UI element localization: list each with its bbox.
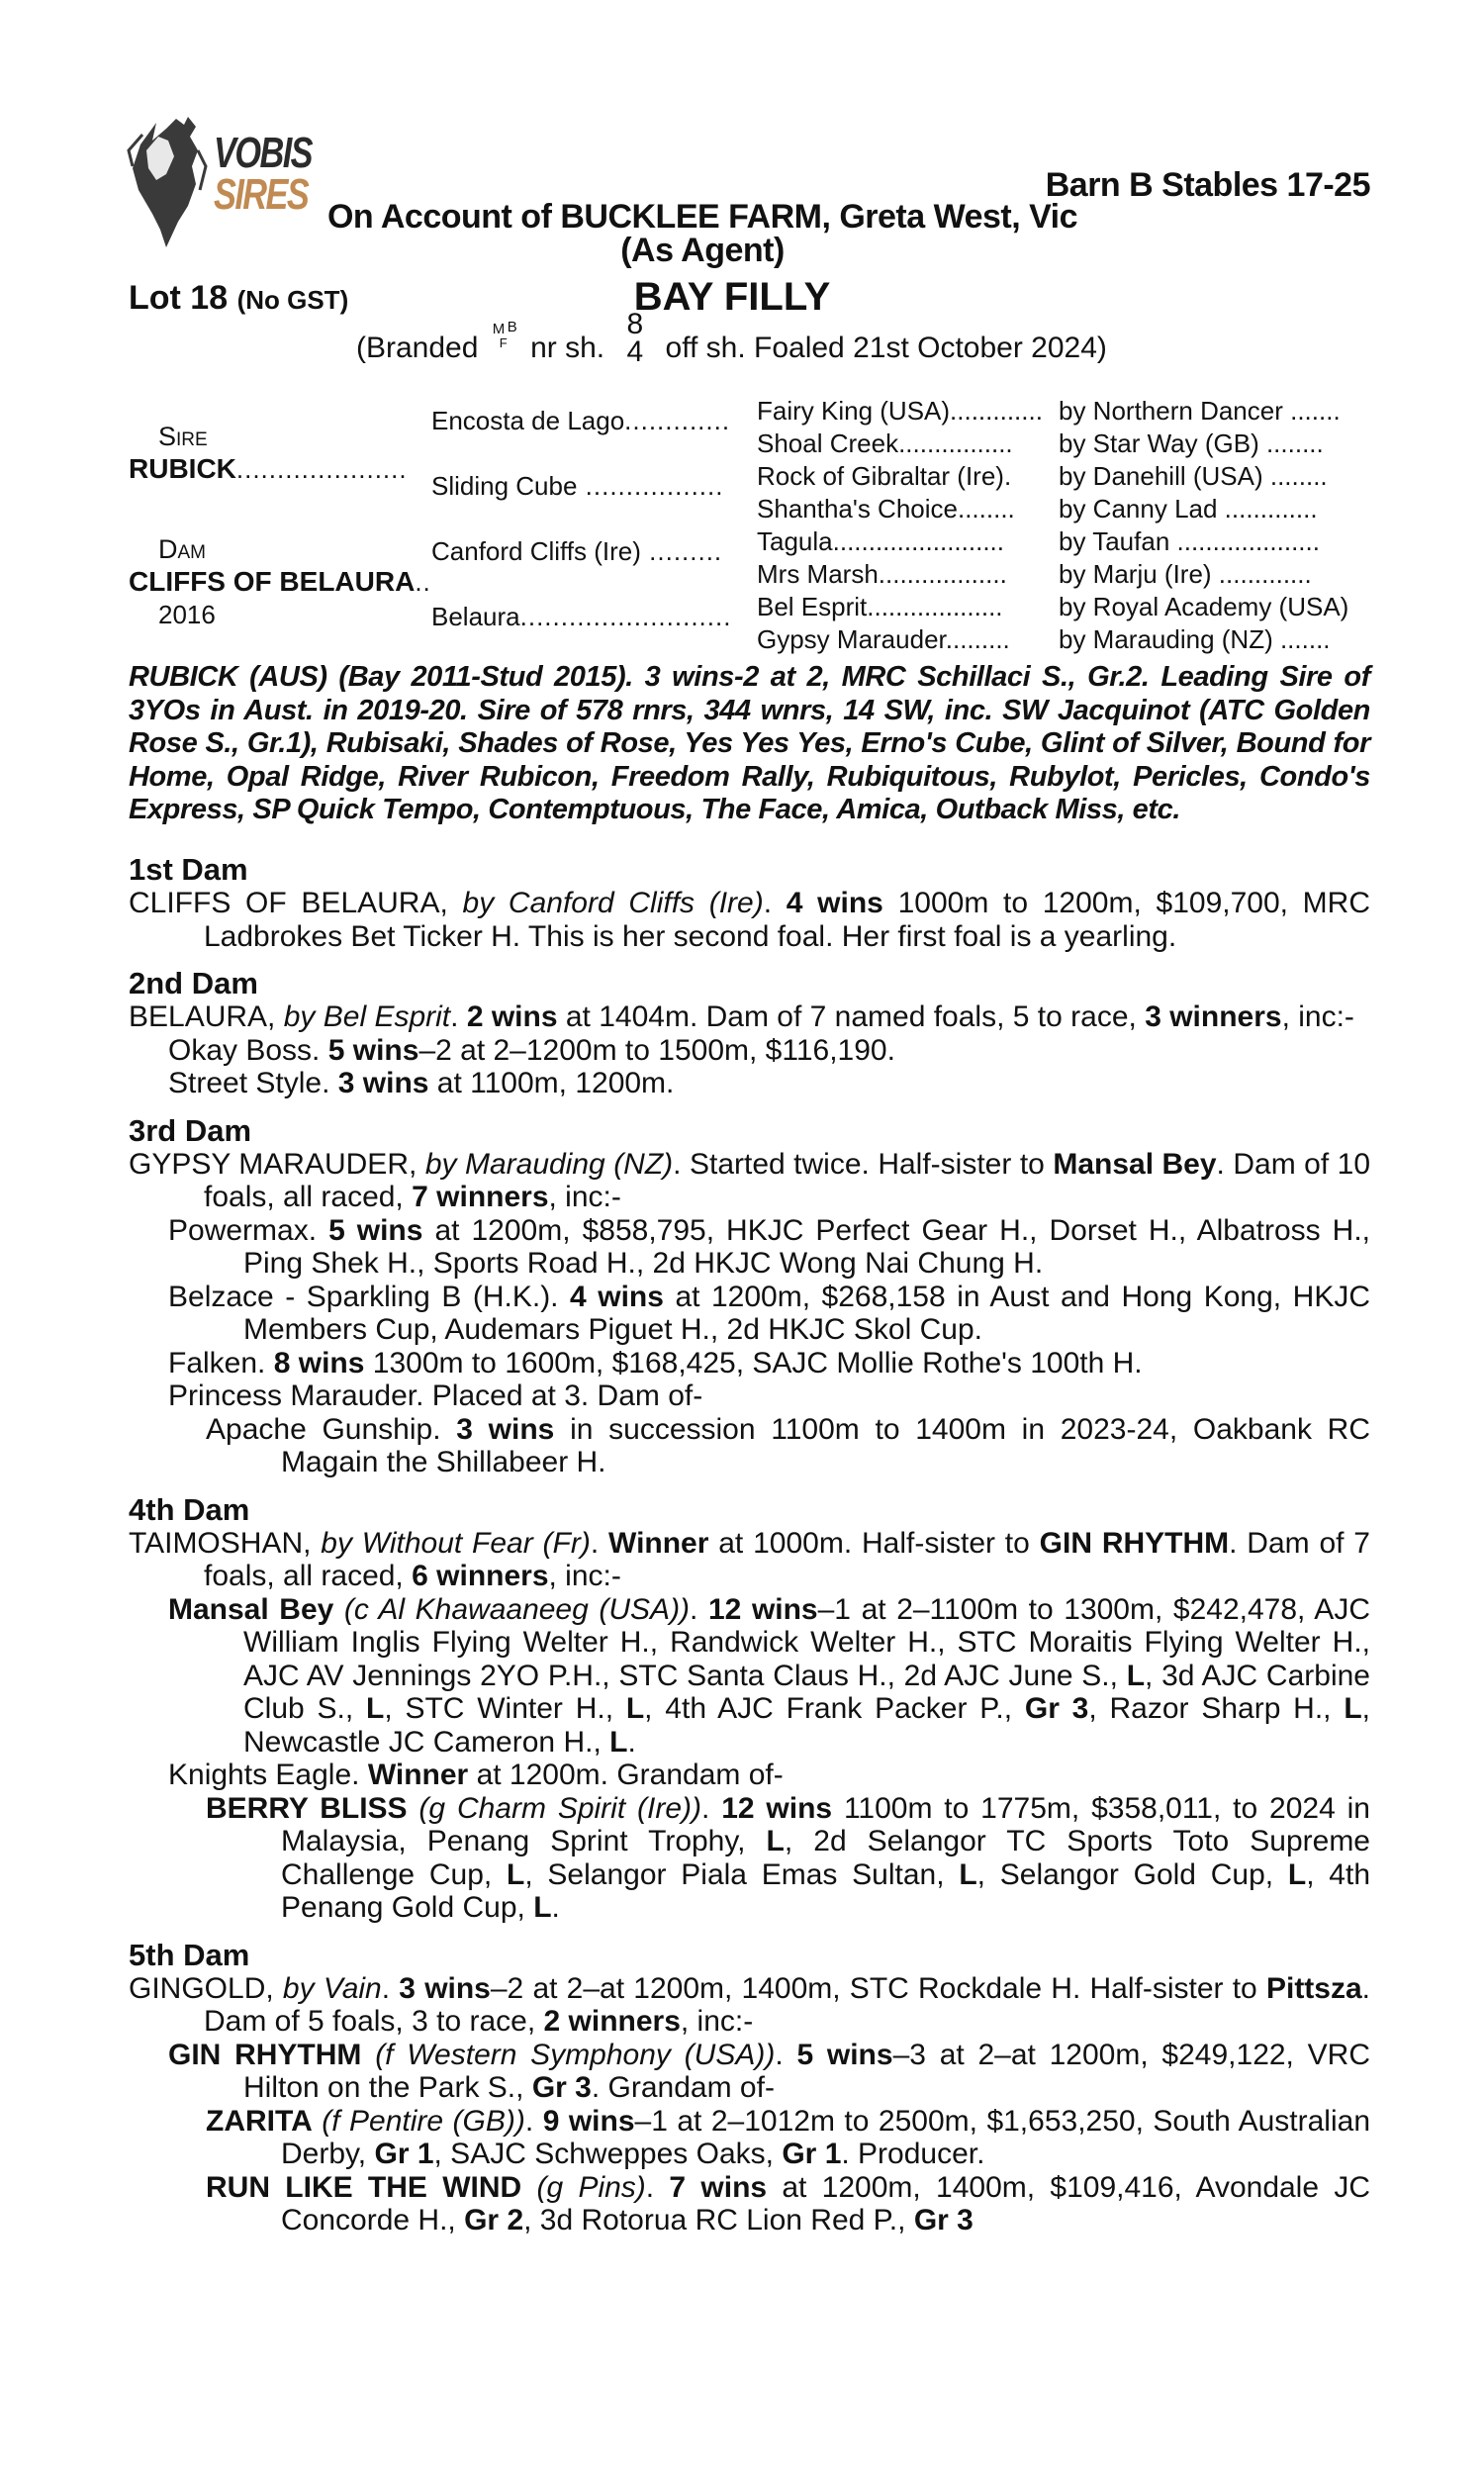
progeny-details: –1 at 2–1012m to 2500m, $1,653,250, South Australian Derby,	[281, 2104, 1371, 2170]
great-grandparent-sire: by Star Way (GB) ........	[1059, 428, 1324, 458]
progeny-name: Okay Boss.	[168, 1033, 321, 1067]
progeny-wins: 9 wins	[542, 2104, 635, 2138]
group-badge: Gr 1	[374, 2138, 434, 2170]
grandparent-3: Canford Cliffs (Ire) .........	[431, 536, 723, 566]
listed-badge: L	[766, 1825, 785, 1857]
progeny-name: Powermax.	[168, 1213, 318, 1247]
progeny-details: –2 at 2–1200m to 1500m, $116,190.	[418, 1033, 895, 1067]
progeny-entry	[129, 1067, 1370, 1100]
dam-details-end: , inc:-	[1281, 1000, 1354, 1033]
great-grandparent: Fairy King (USA).............	[757, 396, 1043, 426]
dam-name: CLIFFS OF BELAURA,	[129, 887, 448, 919]
progeny-entry	[129, 1214, 1370, 1281]
progeny-name: Princess Marauder. Placed at 3. Dam of-	[168, 1380, 703, 1412]
progeny-sire: (c Al Khawaaneeg (USA))	[343, 1592, 691, 1626]
progeny-details: , Selangor Piala Emas Sultan,	[524, 1857, 945, 1891]
progeny-wins: 5 wins	[327, 1033, 419, 1067]
grandparent-1: Encosta de Lago.............	[431, 406, 731, 435]
dam-winners: 2 winners	[543, 2005, 681, 2038]
progeny-details: at 1200m, 1400m, $109,416, Avondale JC Concorde H.,	[281, 2170, 1370, 2236]
progeny-name: BERRY BLISS	[206, 1791, 408, 1825]
progeny-name: GIN RHYTHM	[168, 2038, 362, 2071]
second-dam-entry: BELAURA, by Bel Esprit. 2 wins at 1404m. Dam of 7 named foals, 5 to race, 3 winners, inc:-	[129, 1000, 1354, 1033]
progeny-details: . Producer.	[841, 2138, 985, 2170]
progeny-details-end: .	[551, 1891, 560, 1924]
progeny-name: Apache Gunship.	[206, 1412, 441, 1446]
progeny-name: Mansal Bey	[168, 1592, 334, 1626]
title-text: BAY FILLY	[633, 275, 831, 319]
listed-badge: L	[1344, 1692, 1362, 1725]
dam-details: . Dam of 7 foals, all raced,	[204, 1526, 1370, 1592]
great-grandparent: Rock of Gibraltar (Ire).	[757, 461, 1012, 491]
sire-name-text: RUBICK	[129, 453, 236, 484]
brand-number-top: 8	[626, 308, 644, 340]
progeny-details: 1300m to 1600m, $168,425, SAJC Mollie Rothe's 100th H.	[372, 1346, 1143, 1380]
great-grandparent-sire: by Taufan ....................	[1059, 526, 1320, 556]
progeny-details: , 2d Selangor TC Sports Toto Supreme Challenge Cup,	[281, 1825, 1370, 1891]
progeny-details: . Grandam of-	[591, 2071, 775, 2104]
listed-badge: L	[507, 1857, 525, 1891]
dam-wins: 3 wins	[399, 1971, 491, 2005]
branded-prefix: (Branded	[356, 331, 479, 364]
fourth-dam-heading: 4th Dam	[129, 1491, 250, 1527]
sire-name: RUBICK.....................	[129, 453, 408, 484]
great-grandparent: Bel Esprit...................	[757, 592, 1003, 621]
logo-line-sires: SIRES	[214, 170, 309, 219]
vendor-text: On Account of BUCKLEE FARM, Greta West, Vic	[326, 198, 1078, 236]
progeny-details: at 1200m, $268,158 in Aust and Hong Kong, HKJC Members Cup, Audemars Piguet H., 2d HKJC Skol Cup.	[243, 1280, 1370, 1346]
great-grandparent-sire: by Danehill (USA) ........	[1059, 461, 1328, 491]
progeny-sire: (g Charm Spirit (Ire))	[418, 1791, 701, 1825]
progeny-wins: 4 wins	[570, 1280, 664, 1313]
progeny-name: RUN LIKE THE WIND	[206, 2170, 522, 2204]
progeny-entry-gin-rhythm: GIN RHYTHM (f Western Symphony (USA)). 5 wins–3 at 2–at 1200m, $249,122, VRC Hilton on the Park S., Gr 3. Grandam of-	[168, 2038, 1370, 2104]
dam-sire: by Marauding (NZ)	[424, 1147, 674, 1181]
great-grandparent: Tagula........................	[757, 526, 1004, 556]
group-badge: Gr 1	[782, 2138, 842, 2170]
dam-wins: 2 wins	[466, 1000, 558, 1033]
dam-details-end: , inc:-	[680, 2005, 754, 2038]
listed-badge: L	[1287, 1857, 1307, 1891]
dam-details: –2 at 2–at 1200m, 1400m, STC Rockdale H. Half-sister to	[490, 1971, 1257, 2005]
branded-mid: nr sh.	[530, 331, 605, 364]
progeny-entry	[129, 1347, 1370, 1380]
progeny-wins: 5 wins	[796, 2038, 893, 2071]
great-grandparent: Shoal Creek................	[757, 428, 1013, 458]
listed-badge: L	[533, 1891, 552, 1924]
lot-title	[0, 275, 1484, 320]
dam-wins: 4 wins	[786, 887, 883, 919]
sire-summary: RUBICK (AUS) (Bay 2011-Stud 2015). 3 wins-2 at 2, MRC Schillaci S., Gr.2. Leading Sire of 3YOs in Aust. in 2019-20. Sire of 578 rnrs, 344 wnrs, 14 SW, inc. SW Jacquinot (ATC Golden Rose S., Gr.1), Rubisaki, Shades of Rose, Yes Yes Yes, Erno's Cube, Glint of Silver, Bound for Home, Opal Ridge, River Rubicon, Freedom Rally, Rubiquitous, Rubylot, Pericles, Condo's Express, SP Quick Tempo, Contemptuous, The Face, Amica, Outback Miss, etc.	[129, 661, 1370, 825]
branding-line	[356, 308, 1107, 372]
progeny-details: –3 at 2–at 1200m, $249,122, VRC Hilton on the Park S.,	[243, 2038, 1370, 2104]
progeny-entry	[129, 1380, 1370, 1413]
listed-badge: L	[609, 1725, 628, 1759]
progeny-name: Falken.	[168, 1346, 266, 1380]
grandparent-4: Belaura..........................	[431, 602, 732, 631]
progeny-details: 1100m to 1775m, $358,011, to 2024 in Malaysia, Penang Sprint Trophy,	[281, 1791, 1370, 1857]
progeny-details: in succession 1100m to 1400m in 2023-24, Oakbank RC Magain the Shillabeer H.	[281, 1412, 1370, 1478]
dam-winners: 7 winners	[412, 1181, 549, 1213]
dam-details: at 1000m. Half-sister to	[718, 1526, 1030, 1560]
progeny-name: Knights Eagle.	[168, 1759, 360, 1791]
progeny-entry	[129, 1034, 1370, 1068]
dam-label: Dam	[158, 534, 206, 564]
brand-number	[626, 308, 644, 368]
half-sister-to: GIN RHYTHM	[1039, 1526, 1230, 1560]
progeny-sire: (f Western Symphony (USA))	[375, 2038, 776, 2071]
grand-progeny-entry	[129, 1413, 1370, 1479]
second-dam-heading: 2nd Dam	[129, 966, 258, 1000]
progeny-name: Street Style.	[168, 1067, 330, 1099]
progeny-name: ZARITA	[206, 2104, 313, 2138]
great-grandparent: Shantha's Choice........	[757, 494, 1015, 523]
great-grandparent: Mrs Marsh..................	[757, 559, 1007, 589]
listed-badge: L	[625, 1692, 645, 1725]
listed-badge: L	[365, 1692, 385, 1725]
grandparent-name: Sliding Cube	[431, 471, 578, 501]
barn-location: Barn B Stables 17-25	[1045, 166, 1370, 204]
fourth-dam-entry: TAIMOSHAN, by Without Fear (Fr). Winner at 1000m. Half-sister to GIN RHYTHM. Dam of 7 foals, all raced, 6 winners, inc:-	[129, 1526, 1370, 1592]
dam-name: CLIFFS OF BELAURA..	[129, 566, 431, 597]
brand-letter-m: M	[492, 321, 506, 337]
gst-note: (No GST)	[236, 285, 349, 315]
progeny-wins: 12 wins	[721, 1791, 833, 1825]
sire-label: Sire	[158, 422, 208, 451]
half-sister-to: Mansal Bey	[1053, 1147, 1217, 1181]
progeny-details: , 3d Rotorua RC Lion Red P.,	[523, 2204, 906, 2236]
progeny-wins: 3 wins	[337, 1067, 429, 1099]
first-dam-heading: 1st Dam	[129, 852, 248, 887]
listed-badge: L	[1126, 1659, 1146, 1692]
logo-line-vobis: VOBIS	[214, 129, 312, 177]
group-badge: Gr 3	[913, 2204, 974, 2236]
group-badge: Gr 3	[531, 2071, 592, 2104]
great-grandparent-sire: by Marauding (NZ) .......	[1059, 624, 1331, 654]
great-grandparent: Gypsy Marauder.........	[757, 624, 1010, 654]
dam-sire: by Without Fear (Fr)	[321, 1526, 591, 1560]
progeny-wins: 5 wins	[328, 1213, 423, 1247]
progeny-details: , 4th AJC Frank Packer P.,	[644, 1692, 1013, 1725]
progeny-details-end: .	[627, 1725, 636, 1759]
group-badge: Gr 2	[464, 2204, 524, 2236]
dam-winner: Winner	[608, 1526, 709, 1560]
dam-sire: by Bel Esprit	[283, 1000, 451, 1033]
dam-sire: by Canford Cliffs (Ire)	[462, 887, 764, 919]
progeny-name: Belzace - Sparkling B (H.K.).	[168, 1280, 559, 1313]
group-badge: Gr 3	[1024, 1692, 1089, 1725]
great-grandparent-sire: by Marju (Ire) .............	[1059, 559, 1312, 589]
dam-name-text: CLIFFS OF BELAURA	[129, 566, 416, 597]
progeny-winner: Winner	[367, 1759, 469, 1791]
half-sister-to: Pittsza	[1265, 1971, 1362, 2005]
grandparent-name: Belaura	[431, 602, 520, 631]
grand-progeny-entry-berry-bliss: BERRY BLISS (g Charm Spirit (Ire)). 12 wins 1100m to 1775m, $358,011, to 2024 in Malaysia, Penang Sprint Trophy, L, 2d Selangor TC Sports Toto Supreme Challenge Cup, L, Selangor Piala Emas Sultan, L, Selangor Gold Cup, L, 4th Penang Gold Cup, L.	[206, 1791, 1370, 1924]
dam-sections	[129, 853, 1370, 2237]
dam-winners: 3 winners	[1145, 1000, 1282, 1033]
dam-name: TAIMOSHAN,	[129, 1526, 312, 1560]
brand-letter-f: F	[499, 335, 508, 350]
great-grandparent-sire: by Canny Lad .............	[1059, 494, 1318, 523]
progeny-wins: 3 wins	[456, 1412, 555, 1446]
progeny-details: at 1200m. Grandam of-	[476, 1759, 784, 1791]
listed-badge: L	[959, 1857, 977, 1891]
lot-label: Lot 18	[129, 279, 229, 317]
progeny-entry-mansal-bey: Mansal Bey (c Al Khawaaneeg (USA)). 12 wins–1 at 2–1100m to 1300m, $242,478, AJC William Inglis Flying Welter H., Randwick Welter H., STC Moraitis Flying Welter H., AJC AV Jennings 2YO P.H., STC Santa Claus H., 2d AJC June S., L, 3d AJC Carbine Club S., L, STC Winter H., L, 4th AJC Frank Packer P., Gr 3, Razor Sharp H., L, Newcastle JC Cameron H., L.	[168, 1592, 1370, 1759]
progeny-details: , 4th Penang Gold Cup,	[281, 1857, 1370, 1924]
branded-suffix: off sh. Foaled 21st October 2024)	[665, 331, 1107, 364]
dam-name: BELAURA,	[129, 1000, 276, 1033]
agent-line	[0, 232, 1484, 270]
progeny-details: , Newcastle JC Cameron H.,	[243, 1692, 1370, 1759]
dam-name: GINGOLD,	[129, 1971, 274, 2005]
progeny-details: at 1100m, 1200m.	[436, 1067, 675, 1099]
third-dam-heading: 3rd Dam	[129, 1112, 252, 1148]
progeny-entry	[129, 1281, 1370, 1347]
progeny-details: , STC Winter H.,	[384, 1692, 614, 1725]
dam-details-end: , inc:-	[548, 1560, 621, 1592]
great-grandparent-sire: by Royal Academy (USA)	[1059, 592, 1349, 621]
grand-progeny-entry-zarita: ZARITA (f Pentire (GB)). 9 wins–1 at 2–1012m to 2500m, $1,653,250, South Australian Derby, Gr 1, SAJC Schweppes Oaks, Gr 1. Producer.	[206, 2104, 1371, 2170]
brand-number-bottom: 4	[626, 335, 644, 368]
progeny-details: , 3d AJC Carbine Club S.,	[243, 1659, 1370, 1725]
dam-sire: by Vain	[282, 1971, 382, 2005]
dam-name: GYPSY MARAUDER,	[129, 1147, 417, 1181]
progeny-details: , Razor Sharp H.,	[1088, 1692, 1332, 1725]
dam-year: 2016	[158, 600, 216, 629]
grandparent-2: Sliding Cube .................	[431, 471, 724, 501]
agent-text: (As Agent)	[620, 232, 785, 269]
fifth-dam-heading: 5th Dam	[129, 1937, 250, 1972]
progeny-wins: 7 wins	[669, 2170, 768, 2204]
grandparent-name: Encosta de Lago	[431, 406, 625, 435]
brand-mark-icon	[491, 319, 518, 356]
brand-letter-b: B	[507, 319, 517, 335]
grand-progeny-entry-run-like-the-wind: RUN LIKE THE WIND (g Pins). 7 wins at 1200m, 1400m, $109,416, Avondale JC Concorde H., Gr 2, 3d Rotorua RC Lion Red P., Gr 3	[206, 2170, 1370, 2236]
progeny-wins: 12 wins	[707, 1592, 818, 1626]
dam-details: . Dam of 10 foals, all raced,	[204, 1147, 1371, 1213]
dam-details: 1000m to 1200m, $109,700, MRC Ladbrokes Bet Ticker H. This is her second foal. Her first foal is a yearling.	[204, 887, 1371, 953]
progeny-details: , SAJC Schweppes Oaks,	[433, 2138, 774, 2170]
progeny-details: at 1200m, $858,795, HKJC Perfect Gear H., Dorset H., Albatross H., Ping Shek H., Sports Road H., 2d HKJC Wong Nai Chung H.	[243, 1213, 1370, 1280]
progeny-sire: (g Pins)	[536, 2170, 646, 2204]
progeny-details: –1 at 2–1100m to 1300m, $242,478, AJC William Inglis Flying Welter H., Randwick Welter H., STC Moraitis Flying Welter H., AJC AV Jennings 2YO P.H., STC Santa Claus H., 2d AJC June S.,	[243, 1592, 1370, 1692]
dam-details-end: , inc:-	[548, 1181, 621, 1213]
progeny-wins: 8 wins	[273, 1346, 365, 1380]
progeny-entry	[129, 1759, 1370, 1792]
dam-winners: 6 winners	[412, 1560, 549, 1592]
grandparent-name: Canford Cliffs (Ire)	[431, 536, 641, 566]
progeny-details: , Selangor Gold Cup,	[976, 1857, 1274, 1891]
dam-details: at 1404m. Dam of 7 named foals, 5 to race,	[565, 1000, 1137, 1033]
dam-details: . Dam of 5 foals, 3 to race,	[204, 1971, 1371, 2038]
third-dam-entry	[129, 1148, 1370, 1214]
great-grandparent-sire: by Northern Dancer .......	[1059, 396, 1341, 426]
dam-details: . Started twice. Half-sister to	[673, 1147, 1045, 1181]
first-dam-entry: CLIFFS OF BELAURA, by Canford Cliffs (Ire). 4 wins 1000m to 1200m, $109,700, MRC Ladbrokes Bet Ticker H. This is her second foal. Her first foal is a yearling.	[129, 887, 1371, 953]
fifth-dam-entry: GINGOLD, by Vain. 3 wins–2 at 2–at 1200m, 1400m, STC Rockdale H. Half-sister to Pittsza. Dam of 5 foals, 3 to race, 2 winners, inc:-	[129, 1971, 1371, 2038]
progeny-sire: (f Pentire (GB))	[322, 2104, 525, 2138]
